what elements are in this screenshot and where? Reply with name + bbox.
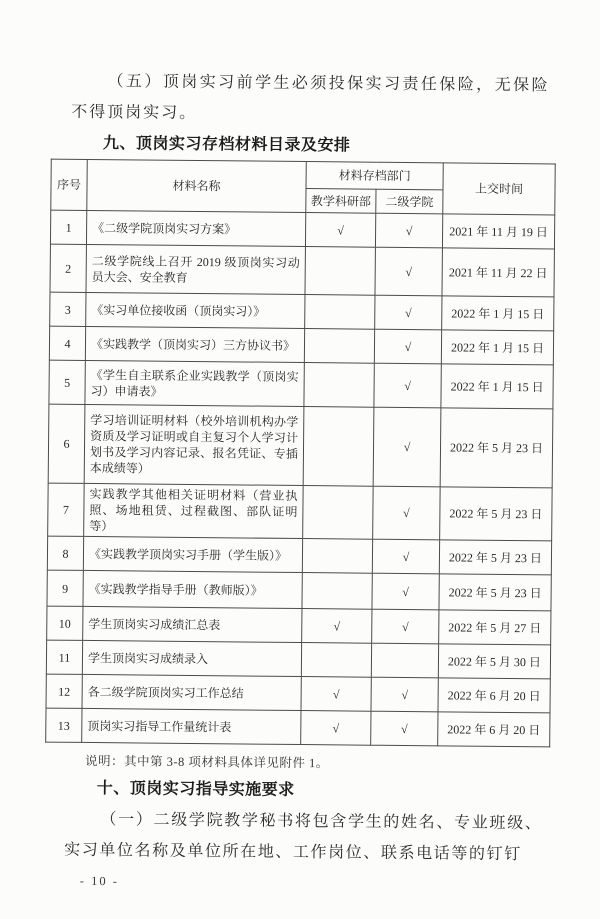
- submit-date: 2021 年 11 月 19 日: [442, 214, 554, 249]
- row-no: 3: [50, 292, 86, 326]
- row-no: 2: [50, 244, 86, 292]
- material-name: 《二级学院顶岗实习方案》: [86, 210, 305, 246]
- row-no: 8: [47, 536, 83, 570]
- submit-date: 2021 年 11 月 22 日: [442, 248, 554, 297]
- row-no: 6: [48, 404, 85, 483]
- submit-date: 2022 年 5 月 23 日: [440, 487, 553, 541]
- row-no: 13: [46, 708, 82, 742]
- submit-date: 2022 年 1 月 15 日: [441, 330, 553, 365]
- dept-teaching-check: √: [301, 677, 371, 712]
- row-no: 12: [46, 674, 82, 708]
- table-row: [50, 244, 554, 297]
- dept-teaching-check: [301, 643, 371, 678]
- document-page: [0, 65, 600, 919]
- paragraph-teaching-secretary: （一）二级学院教学秘书将包含学生的姓名、专业班级、实习单位名称及单位所在地、工作岗位、联系电话等的钉钉: [64, 811, 543, 864]
- material-name: 学习培训证明材料（校外培训机构办学资质及学习证明或自主复习个人学习计划书及学习内容记录、报名凭证、专插本成绩等）: [84, 404, 304, 485]
- table-row: [48, 483, 553, 541]
- dept-teaching-check: [304, 329, 374, 364]
- table-row: [47, 536, 551, 575]
- submit-date: 2022 年 5 月 30 日: [438, 644, 550, 679]
- material-name: 各二级学院顶岗实习工作总结: [82, 674, 301, 710]
- dept-college-check: √: [373, 486, 441, 540]
- dept-college-check: √: [374, 329, 441, 364]
- row-no: 1: [50, 210, 86, 244]
- dept-college-check: √: [371, 677, 438, 712]
- submit-date: 2022 年 5 月 23 日: [440, 408, 553, 488]
- dept-college-check: √: [375, 213, 442, 248]
- table-row: [47, 606, 551, 645]
- row-no: 4: [49, 326, 85, 360]
- dept-teaching-check: [303, 407, 374, 487]
- dept-college-check: √: [374, 363, 441, 408]
- dept-teaching-check: √: [302, 609, 372, 644]
- page-number: - 10 -: [79, 873, 119, 889]
- material-name: 顶岗实习指导工作量统计表: [82, 708, 301, 744]
- material-name: 学生顶岗实习成绩录入: [82, 640, 301, 676]
- col-header-dept-college: 二级学院: [376, 189, 443, 214]
- table-row: [48, 404, 553, 488]
- dept-teaching-check: [303, 486, 374, 540]
- dept-college-check: √: [375, 247, 442, 296]
- col-header-dept-teaching: 教学科研部: [306, 189, 376, 214]
- table-row: [46, 640, 550, 679]
- dept-college-check: [371, 643, 438, 678]
- paragraph-insurance: （五）顶岗实习前学生必须投保实习责任保险，无保险不得顶岗实习。: [71, 73, 550, 122]
- material-name: 《实践教学顶岗实习手册（学生版）》: [83, 536, 302, 572]
- submit-date: 2022 年 6 月 20 日: [438, 712, 550, 747]
- material-name: 《实践教学指导手册（教师版）》: [83, 570, 302, 608]
- table-row: [50, 292, 554, 331]
- dept-teaching-check: [305, 295, 375, 330]
- note-attachment: 说明：其中第 3-8 项材料具体详见附件 1。: [84, 753, 329, 771]
- dept-college-check: √: [373, 407, 441, 487]
- col-header-submit-time: 上交时间: [443, 163, 555, 215]
- row-no: 11: [46, 640, 82, 674]
- dept-teaching-check: [305, 247, 375, 296]
- row-no: 7: [48, 483, 85, 536]
- material-name: 《实习单位接收函（顶岗实习）》: [86, 292, 305, 328]
- dept-college-check: √: [371, 711, 438, 746]
- archive-materials-table: [45, 159, 556, 748]
- table-header-row: [51, 159, 555, 191]
- dept-college-check: √: [372, 573, 439, 610]
- row-no: 5: [49, 360, 85, 404]
- dept-teaching-check: √: [305, 213, 375, 248]
- dept-college-check: √: [375, 295, 442, 330]
- section-heading-guidance: 十、顶岗实习指导实施要求: [96, 780, 295, 799]
- dept-college-check: √: [372, 539, 439, 574]
- table-row: [46, 674, 550, 713]
- material-name: 实践教学其他相关证明材料（营业执照、场地租赁、过程截图、部队证明等）: [84, 483, 303, 538]
- dept-teaching-check: [302, 573, 372, 610]
- col-header-material: 材料名称: [87, 159, 306, 212]
- submit-date: 2022 年 1 月 15 日: [441, 364, 553, 409]
- row-no: 10: [47, 606, 83, 640]
- col-header-archive-dept: 材料存档部门: [306, 162, 443, 190]
- table-row: [49, 326, 553, 365]
- material-name: 二级学院线上召开 2019 级顶岗实习动员大会、安全教育: [86, 244, 305, 294]
- table-row: [49, 360, 553, 409]
- row-no: 9: [47, 570, 83, 606]
- col-header-no: 序号: [51, 159, 87, 210]
- table-row: [47, 570, 551, 611]
- submit-date: 2022 年 6 月 20 日: [438, 678, 550, 713]
- dept-teaching-check: √: [301, 711, 371, 746]
- table-row: [50, 210, 554, 249]
- table-row: [46, 708, 550, 747]
- material-name: 学生顶岗实习成绩汇总表: [83, 606, 302, 642]
- material-name: 《学生自主联系企业实践教学（顶岗实习）申请表》: [85, 360, 304, 406]
- material-name: 《实践教学（顶岗实习）三方协议书》: [85, 326, 304, 362]
- dept-teaching-check: [304, 363, 374, 408]
- submit-date: 2022 年 5 月 23 日: [439, 574, 551, 611]
- dept-college-check: √: [372, 609, 439, 644]
- submit-date: 2022 年 5 月 23 日: [439, 540, 551, 575]
- section-heading-archive: 九、顶岗实习存档材料目录及安排: [102, 135, 351, 155]
- submit-date: 2022 年 5 月 27 日: [439, 610, 551, 645]
- submit-date: 2022 年 1 月 15 日: [442, 296, 554, 331]
- dept-teaching-check: [302, 539, 372, 574]
